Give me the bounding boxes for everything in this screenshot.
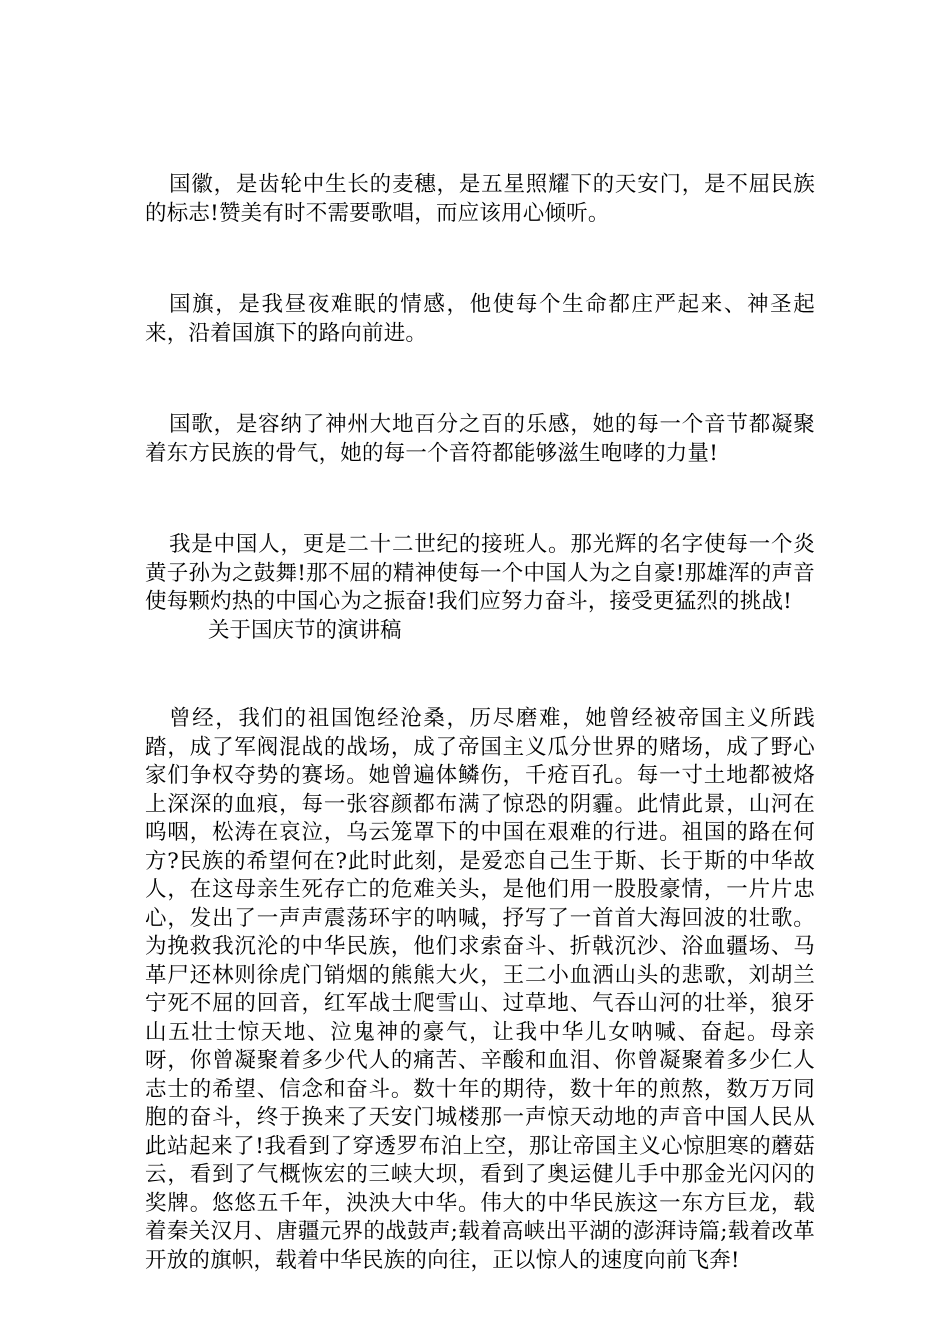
body-paragraph: 曾经，我们的祖国饱经沧桑，历尽磨难，她曾经被帝国主义所践踏，成了军阀混战的战场，成了帝国主义瓜分世界的赌场，成了野心家们争权夺势的赛场。她曾遍体鳞伤，千疮百孔。每一寸土地都被烙上深深的血痕，每一张容颜都布满了惊恐的阴霾。此情此景，山河在呜咽，松涛在哀泣，乌云笼罩下的中国在艰难的行进。祖国的路在何方?民族的希望何在?此时此刻，是爱恋自己生于斯、长于斯的中华故人，在这母亲生死存亡的危难关头，是他们用一股股豪情，一片片忠心，发出了一声声震荡环宇的呐喊，抒写了一首首大海回波的壮歌。为挽救我沉沦的中华民族，他们求索奋斗、折戟沉沙、浴血疆场、马革尸还林则徐虎门销烟的熊熊大火，王二小血洒山头的悲歌，刘胡兰宁死不屈的回音，红军战士爬雪山、过草地、气吞山河的壮举，狼牙山五壮士惊天地、泣鬼神的豪气，让我中华儿女呐喊、奋起。母亲呀，你曾凝聚着多少代人的痛苦、辛酸和血泪、你曾凝聚着多少仁人志士的希望、信念和奋斗。数十年的期待，数十年的煎熬，数万万同胞的奋斗，终于换来了天安门城楼那一声惊天动地的声音中国人民从此站起来了!我看到了穿透罗布泊上空，那让帝国主义心惊胆寒的蘑菇云，看到了气概恢宏的三峡大坝，看到了奥运健儿手中那金光闪闪的奖牌。悠悠五千年，泱泱大中华。伟大的中华民族这一东方巨龙，载着秦关汉月、唐疆元界的战鼓声;载着高峡出平湖的澎湃诗篇;载着改革开放的旗帜，载着中华民族的向往，正以惊人的速度向前飞奔! [145, 706, 815, 1273]
paragraph-national-anthem: 国歌，是容纳了神州大地百分之百的乐感，她的每一个音节都凝聚着东方民族的骨气，她的每一个音符都能够滋生咆哮的力量! [145, 412, 815, 466]
text-column [145, 171, 815, 1275]
paragraph-spacer [145, 348, 815, 411]
paragraph-spacer [145, 228, 815, 291]
paragraph-spacer [145, 468, 815, 531]
paragraph-national-flag: 国旗，是我昼夜难眠的情感，他使每个生命都庄严起来、神圣起来，沿着国旗下的路向前进。 [145, 292, 815, 346]
paragraph-national-emblem: 国徽，是齿轮中生长的麦穗，是五星照耀下的天安门，是不屈民族的标志!赞美有时不需要歌唱，而应该用心倾听。 [145, 172, 815, 226]
section-title: 关于国庆节的演讲稿 [208, 617, 402, 643]
title-spacer [145, 645, 815, 705]
paragraph-chinese-people: 我是中国人，更是二十二世纪的接班人。那光辉的名字使每一个炎黄子孙为之鼓舞!那不屈的精神使每一个中国人为之自豪!那雄浑的声音使每颗灼热的中国心为之振奋!我们应努力奋斗，接受更猛烈的挑战! [145, 532, 815, 614]
